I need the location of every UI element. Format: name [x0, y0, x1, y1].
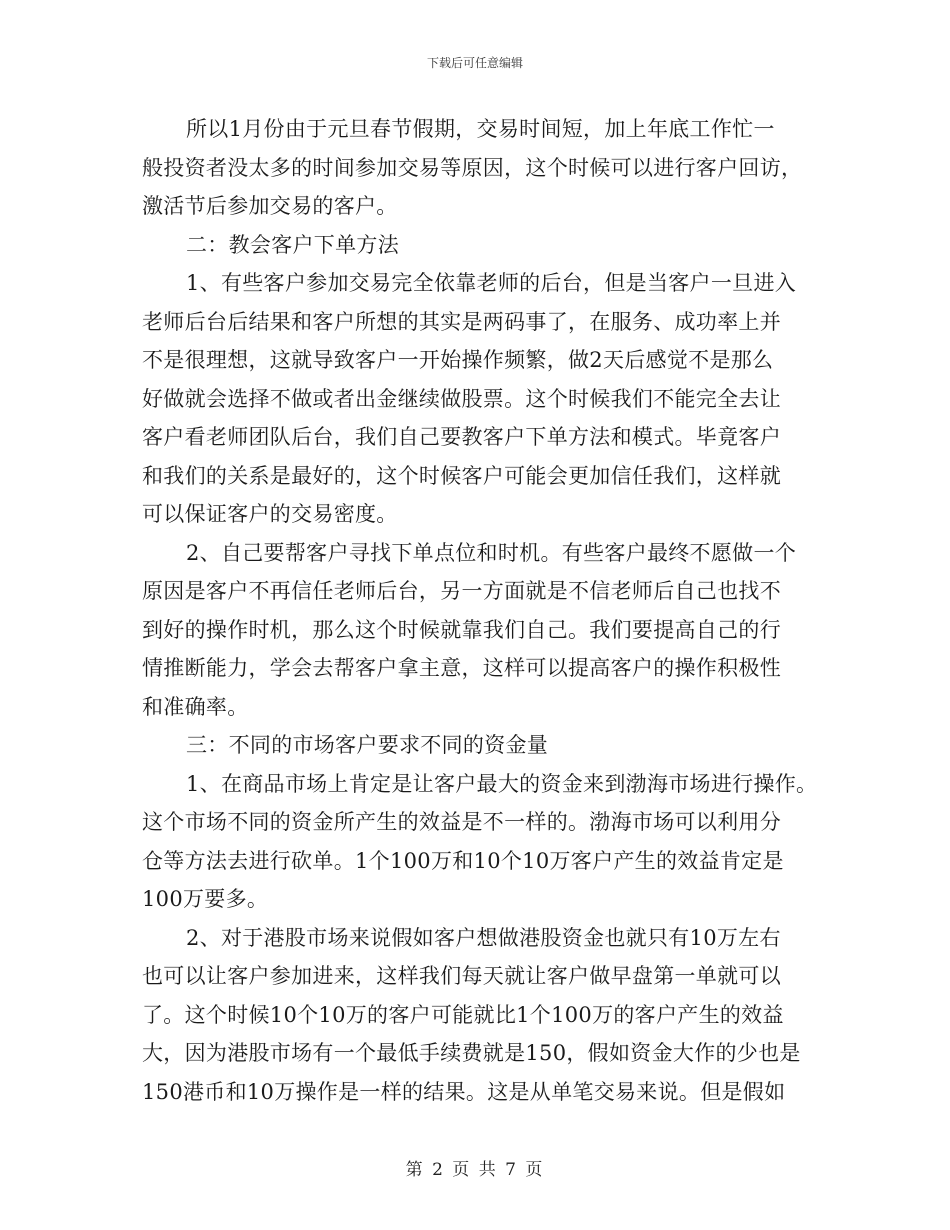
text-line: 所以1月份由于元旦春节假期，交易时间短，加上年底工作忙一 [186, 117, 775, 141]
page-number-footer: 第 2 页 共 7 页 [405, 1160, 545, 1180]
text-line: 这个市场不同的资金所产生的效益是不一样的。渤海市场可以利用分 [142, 810, 781, 834]
text-line: 1、在商品市场上肯定是让客户最大的资金来到渤海市场进行操作。 [186, 771, 818, 796]
text-line: 般投资者没太多的时间参加交易等原因，这个时候可以进行客户回访， [142, 155, 803, 180]
text-line: 仓等方法去进行砍单。1个100万和10个10万客户产生的效益肯定是 [142, 848, 784, 873]
text-line: 激活节后参加交易的客户。 [142, 194, 398, 218]
text-line: 可以保证客户的交易密度。 [142, 502, 398, 526]
text-line: 原因是客户不再信任老师后台，另一方面就是不信老师后自己也找不 [142, 579, 781, 603]
text-line: 150港币和10万操作是一样的结果。这是从单笔交易来说。但是假如 [142, 1079, 786, 1104]
text-line: 情推断能力，学会去帮客户拿主意，这样可以提高客户的操作积极性 [142, 656, 781, 680]
text-line: 1、有些客户参加交易完全依靠老师的后台，但是当客户一旦进入 [186, 271, 797, 295]
text-line: 客户看老师团队后台，我们自己要教客户下单方法和模式。毕竟客户 [142, 425, 781, 449]
text-line: 和准确率。 [142, 694, 249, 719]
text-line: 和我们的关系是最好的，这个时候客户可能会更加信任我们，这样就 [142, 463, 781, 488]
text-line: 了。这个时候10个10万的客户可能就比1个100万的客户产生的效益 [142, 1002, 784, 1027]
text-line: 不是很理想，这就导致客户一开始操作频繁，做2天后感觉不是那么 [142, 348, 774, 372]
text-line: 二：教会客户下单方法 [186, 232, 399, 257]
text-line: 2、对于港股市场来说假如客户想做港股资金也就只有10万左右 [186, 925, 781, 950]
text-line: 到好的操作时机，那么这个时候就靠我们自己。我们要提高自己的行 [142, 617, 781, 642]
text-line: 三：不同的市场客户要求不同的资金量 [186, 733, 549, 757]
document-body [142, 110, 832, 1111]
text-line: 2、自己要帮客户寻找下单点位和时机。有些客户最终不愿做一个 [186, 540, 797, 565]
text-line: 大，因为港股市场有一个最低手续费就是150，假如资金大作的少也是 [142, 1041, 801, 1065]
text-line: 也可以让客户参加进来，这样我们每天就让客户做早盘第一单就可以 [142, 964, 781, 988]
page-header: 下载后可任意编辑 [426, 56, 523, 70]
text-line: 好做就会选择不做或者出金继续做股票。这个时候我们不能完全去让 [142, 386, 781, 411]
text-line: 老师后台后结果和客户所想的其实是两码事了，在服务、成功率上并 [142, 309, 781, 334]
text-line: 100万要多。 [142, 887, 269, 911]
